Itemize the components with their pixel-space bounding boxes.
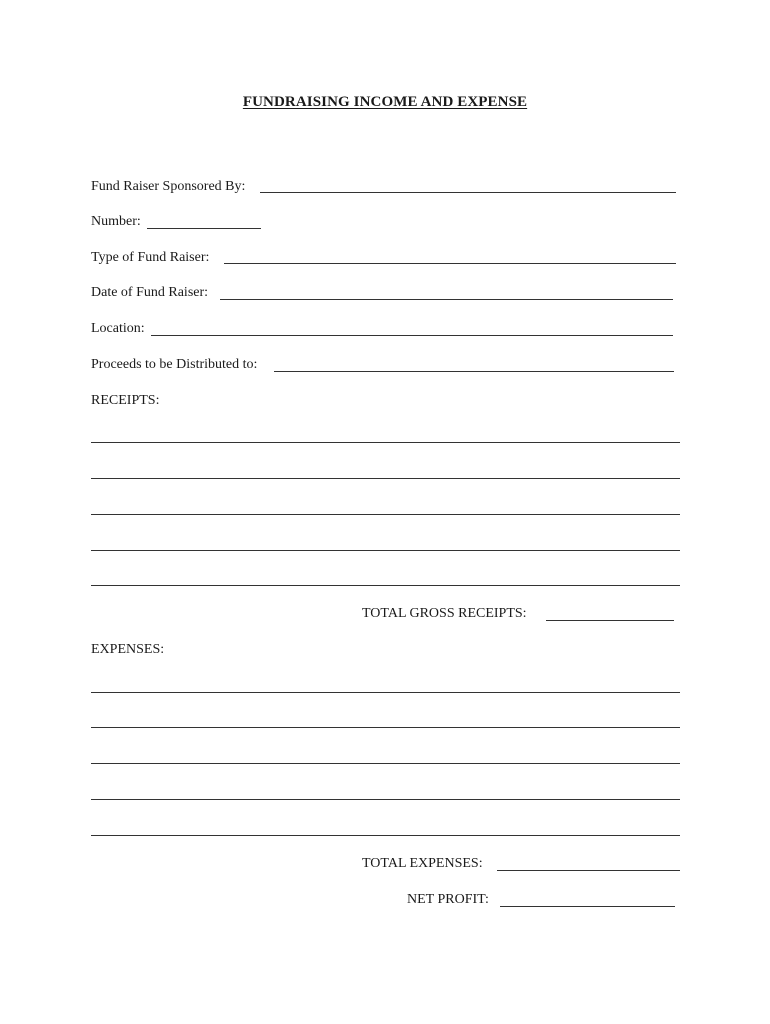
proceeds-label: Proceeds to be Distributed to: [91,357,258,372]
total-expenses-field[interactable] [497,870,680,871]
date-label: Date of Fund Raiser: [91,285,209,300]
number-field[interactable] [147,228,261,229]
form-title: FUNDRAISING INCOME AND EXPENSE [242,94,528,110]
receipt-line-3[interactable] [91,514,680,515]
receipt-line-2[interactable] [91,478,680,479]
receipts-heading: RECEIPTS: [91,393,160,408]
receipt-line-1[interactable] [91,442,680,443]
receipt-line-5[interactable] [91,585,680,586]
sponsored-by-field[interactable] [260,192,676,193]
net-profit-field[interactable] [500,906,675,907]
date-field[interactable] [220,299,673,300]
location-label: Location: [91,321,145,336]
type-label: Type of Fund Raiser: [91,250,210,265]
expenses-heading: EXPENSES: [91,642,165,657]
total-gross-receipts-field[interactable] [546,620,674,621]
total-expenses-label: TOTAL EXPENSES: [362,856,483,871]
number-label: Number: [91,214,141,229]
expense-line-5[interactable] [91,835,680,836]
location-field[interactable] [151,335,673,336]
sponsored-by-label: Fund Raiser Sponsored By: [91,179,246,194]
expense-line-2[interactable] [91,727,680,728]
expense-line-3[interactable] [91,763,680,764]
net-profit-label: NET PROFIT: [407,892,489,907]
receipt-line-4[interactable] [91,550,680,551]
proceeds-field[interactable] [274,371,674,372]
type-field[interactable] [224,263,676,264]
expense-line-1[interactable] [91,692,680,693]
total-gross-receipts-label: TOTAL GROSS RECEIPTS: [362,606,527,621]
expense-line-4[interactable] [91,799,680,800]
